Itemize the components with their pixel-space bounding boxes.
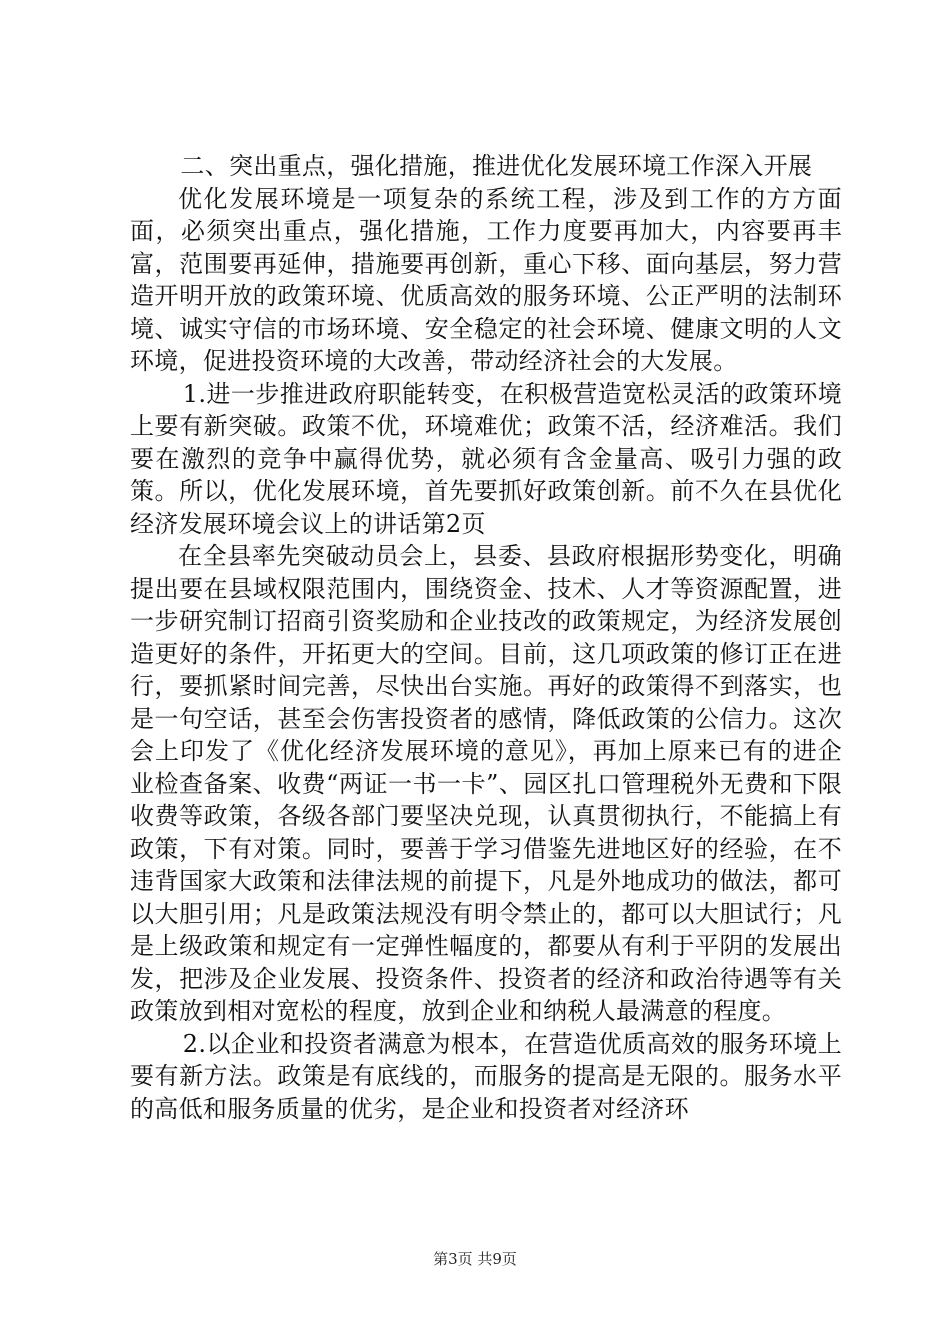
policy-paragraph: 在全县率先突破动员会上，县委、县政府根据形势变化，明确提出要在县域权限范围内，围绕资金、技术、人才等资源配置，进一步研究制订招商引资奖励和企业技改的政策规定，为经济发展创造更好的条件，开拓更大的空间。目前，这几项政策的修订正在进行，要抓紧时间完善，尽快出台实施。再好的政策得不到落实，也是一句空话，甚至会伤害投资者的感情，降低政策的公信力。这次会上印发了《优化经济发展环境的意见》，再加上原来已有的进企业检查备案、收费“两证一书一卡”、园区扎口管理税外无费和下限收费等政策，各级各部门要坚决兑现，认真贯彻执行，不能搞上有政策，下有对策。同时，要善于学习借鉴先进地区好的经验，在不违背国家大政策和法律法规的前提下，凡是外地成功的做法，都可以大胆引用；凡是政策法规没有明令禁止的，都可以大胆试行；凡是上级政策和规定有一定弹性幅度的，都要从有利于平阴的发展出发，把涉及企业发展、投资条件、投资者的经济和政治待遇等有关政策放到相对宽松的程度，放到企业和纳税人最满意的程度。 bbox=[130, 542, 842, 1025]
intro-paragraph: 优化发展环境是一项复杂的系统工程，涉及到工作的方方面面，必须突出重点，强化措施，工作力度要再加大，内容要再丰富，范围要再延伸，措施要再创新，重心下移、面向基层，努力营造开明开放的政策环境、优质高效的服务环境、公正严明的法制环境、诚实守信的市场环境、安全稳定的社会环境、健康文明的人文环境，促进投资环境的大改善，带动经济社会的大发展。 bbox=[130, 184, 842, 375]
page-footer: 第3页 共9页 bbox=[433, 1250, 517, 1268]
section-heading-paragraph: 二、突出重点，强化措施，推进优化发展环境工作深入开展 bbox=[180, 152, 813, 180]
document-body bbox=[130, 150, 842, 1125]
point-1-paragraph: 1.进一步推进政府职能转变，在积极营造宽松灵活的政策环境上要有新突破。政策不优，环境难优；政策不活，经济难活。我们要在激烈的竞争中赢得优势，就必须有含金量高、吸引力强的政策。所以，优化发展环境，首先要抓好政策创新。前不久在县优化经济发展环境会议上的讲话第2页 bbox=[130, 379, 842, 538]
point-2-paragraph: 2.以企业和投资者满意为根本，在营造优质高效的服务环境上要有新方法。政策是有底线的，而服务的提高是无限的。服务水平的高低和服务质量的优劣，是企业和投资者对经济环 bbox=[130, 1029, 842, 1123]
